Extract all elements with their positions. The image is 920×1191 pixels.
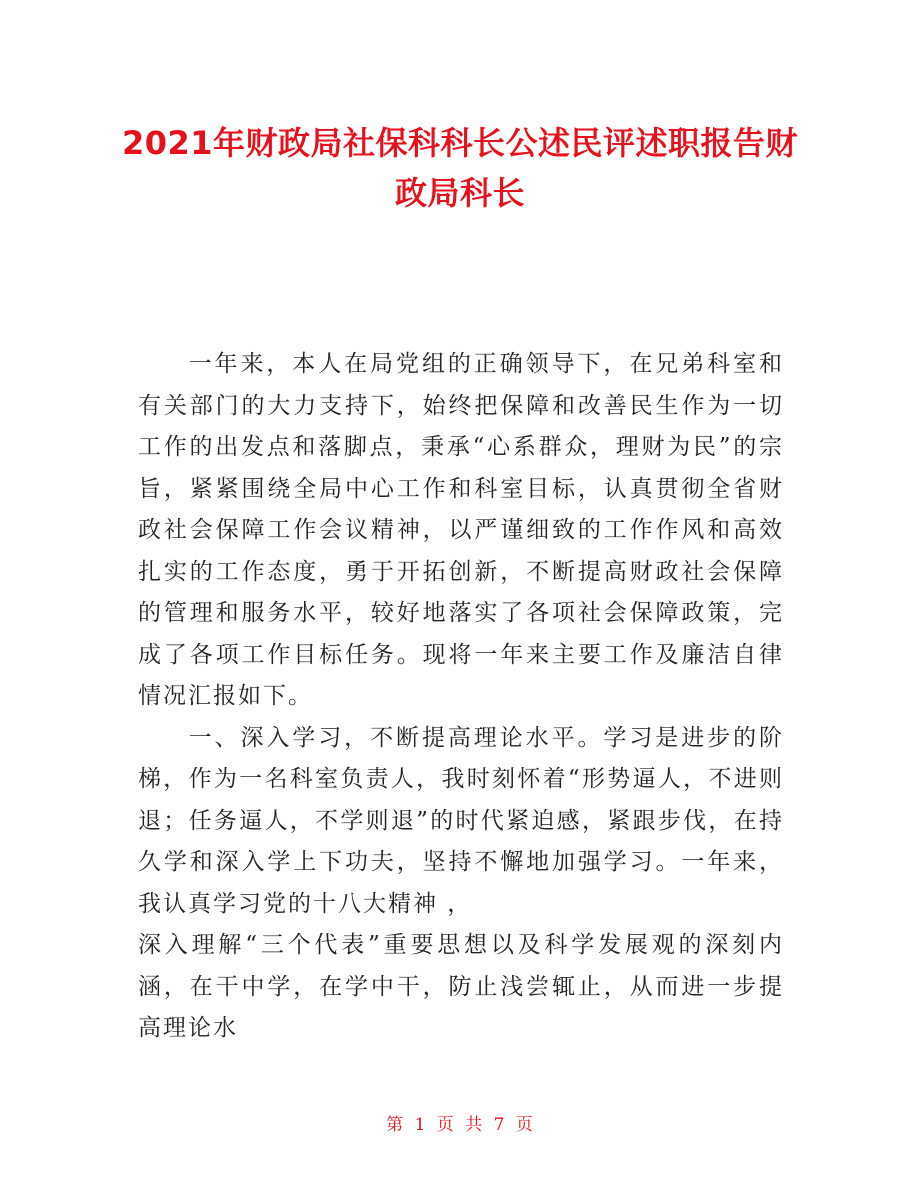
paragraph-section-1: 一、深入学习，不断提高理论水平。学习是进步的阶梯，作为一名科室负责人，我时刻怀着“形势逼人，不进则退；任务逼人，不学则退”的时代紧迫感，紧跟步伐，在持久学和深入学上下功夫，坚持不懈地加强学习。一年来，我认真学习党的十八大精神 ， [138,724,784,917]
document-title: 2021年财政局社保科科长公述民评述职报告财政局科长 [121,124,799,212]
page-number: 第 1 页 共 7 页 [386,1115,534,1135]
paragraph-continuation: 深入理解“三个代表”重要思想以及科学发展观的深刻内涵，在干中学，在学中干，防止浅尝辄止，从而进一步提高理论水 [138,932,784,1041]
paragraph-intro: 一年来，本人在局党组的正确领导下，在兄弟科室和有关部门的大力支持下，始终把保障和改善民生作为一切工作的出发点和落脚点，秉承“心系群众，理财为民”的宗旨，紧紧围绕全局中心工作和科室目标，认真贯彻全省财政社会保障工作会议精神，以严谨细致的工作作风和高效扎实的工作态度，勇于开拓创新，不断提高财政社会保障的管理和服务水平，较好地落实了各项社会保障政策，完成了各项工作目标任务。现将一年来主要工作及廉洁自律情况汇报如下。 [138,351,784,709]
document-body [138,344,784,1050]
